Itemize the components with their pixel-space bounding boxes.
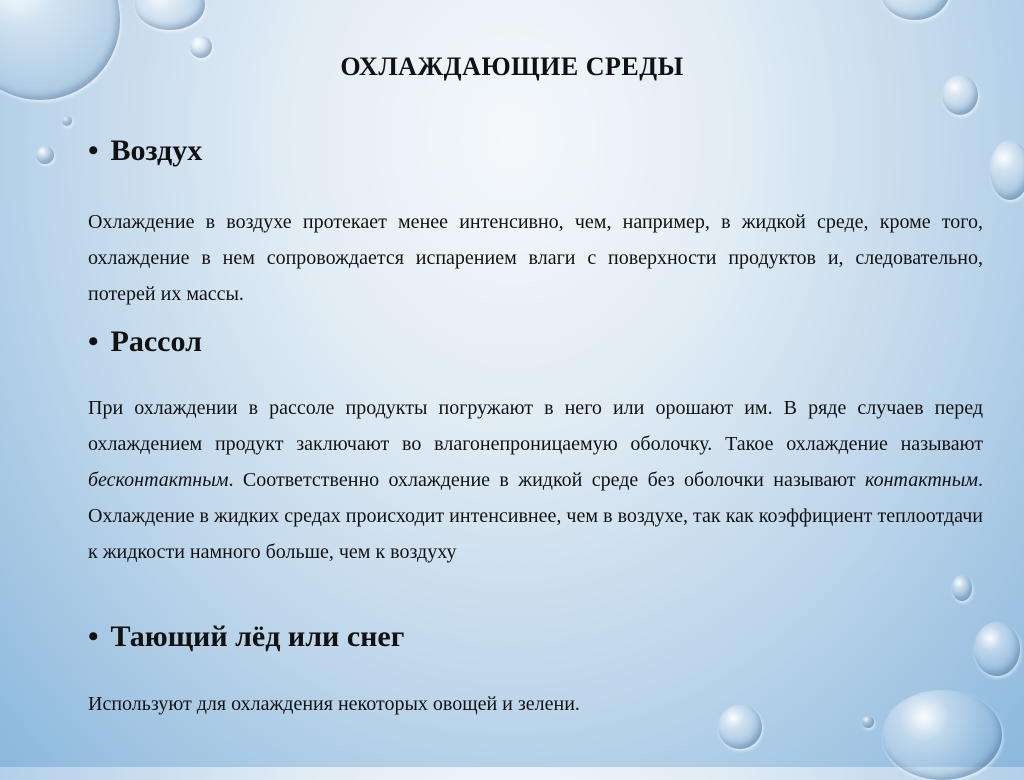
water-drop-decoration	[990, 140, 1024, 200]
section-text-ice	[88, 686, 983, 722]
water-drop-decoration	[135, 0, 205, 30]
bullet-icon: •	[88, 325, 99, 358]
water-drop-decoration	[36, 146, 54, 164]
bullet-icon: •	[88, 620, 99, 653]
paragraph-text: При охлаждении в рассоле продукты погружают в него или орошают им. В ряде случаев перед охлаждением продукт заключают во влагонепроницаемую оболочку. Такое охлаждение называют	[88, 397, 983, 455]
water-drop-decoration	[0, 0, 120, 100]
paragraph-text: . Соответственно охлаждение в жидкой среде без оболочки называют	[228, 469, 866, 491]
emphasis-contact: контактным	[865, 469, 978, 491]
bullet-icon: •	[88, 134, 99, 167]
section-heading-ice	[88, 620, 404, 654]
water-drop-decoration	[952, 575, 972, 601]
paragraph-text: Используют для охлаждения некоторых овощей и зелени.	[88, 693, 580, 715]
section-heading-brine	[88, 325, 202, 359]
water-drop-decoration	[974, 622, 1020, 676]
section-heading-air	[88, 134, 202, 168]
slide-title: ОХЛАЖДАЮЩИЕ СРЕДЫ	[340, 52, 684, 81]
section-text-brine	[88, 390, 983, 570]
paragraph-text: . Охлаждение в жидких средах происходит интенсивнее, чем в воздухе, так как коэффициент теплоотдачи к жидкости намного больше, чем к воздуху	[88, 469, 983, 563]
section-text-air	[88, 204, 983, 312]
heading-text: Рассол	[110, 325, 202, 358]
water-drop-decoration	[62, 116, 72, 126]
heading-text: Тающий лёд или снег	[110, 620, 405, 653]
heading-text: Воздух	[110, 134, 203, 167]
paragraph-text: Охлаждение в воздухе протекает менее интенсивно, чем, например, в жидкой среде, кроме того, охлаждение в нем сопровождается испарением влаги с поверхности продуктов и, следовательно, потерей их массы.	[88, 211, 983, 305]
water-drop-decoration	[880, 0, 950, 20]
emphasis-contactless: бесконтактным	[88, 469, 229, 491]
